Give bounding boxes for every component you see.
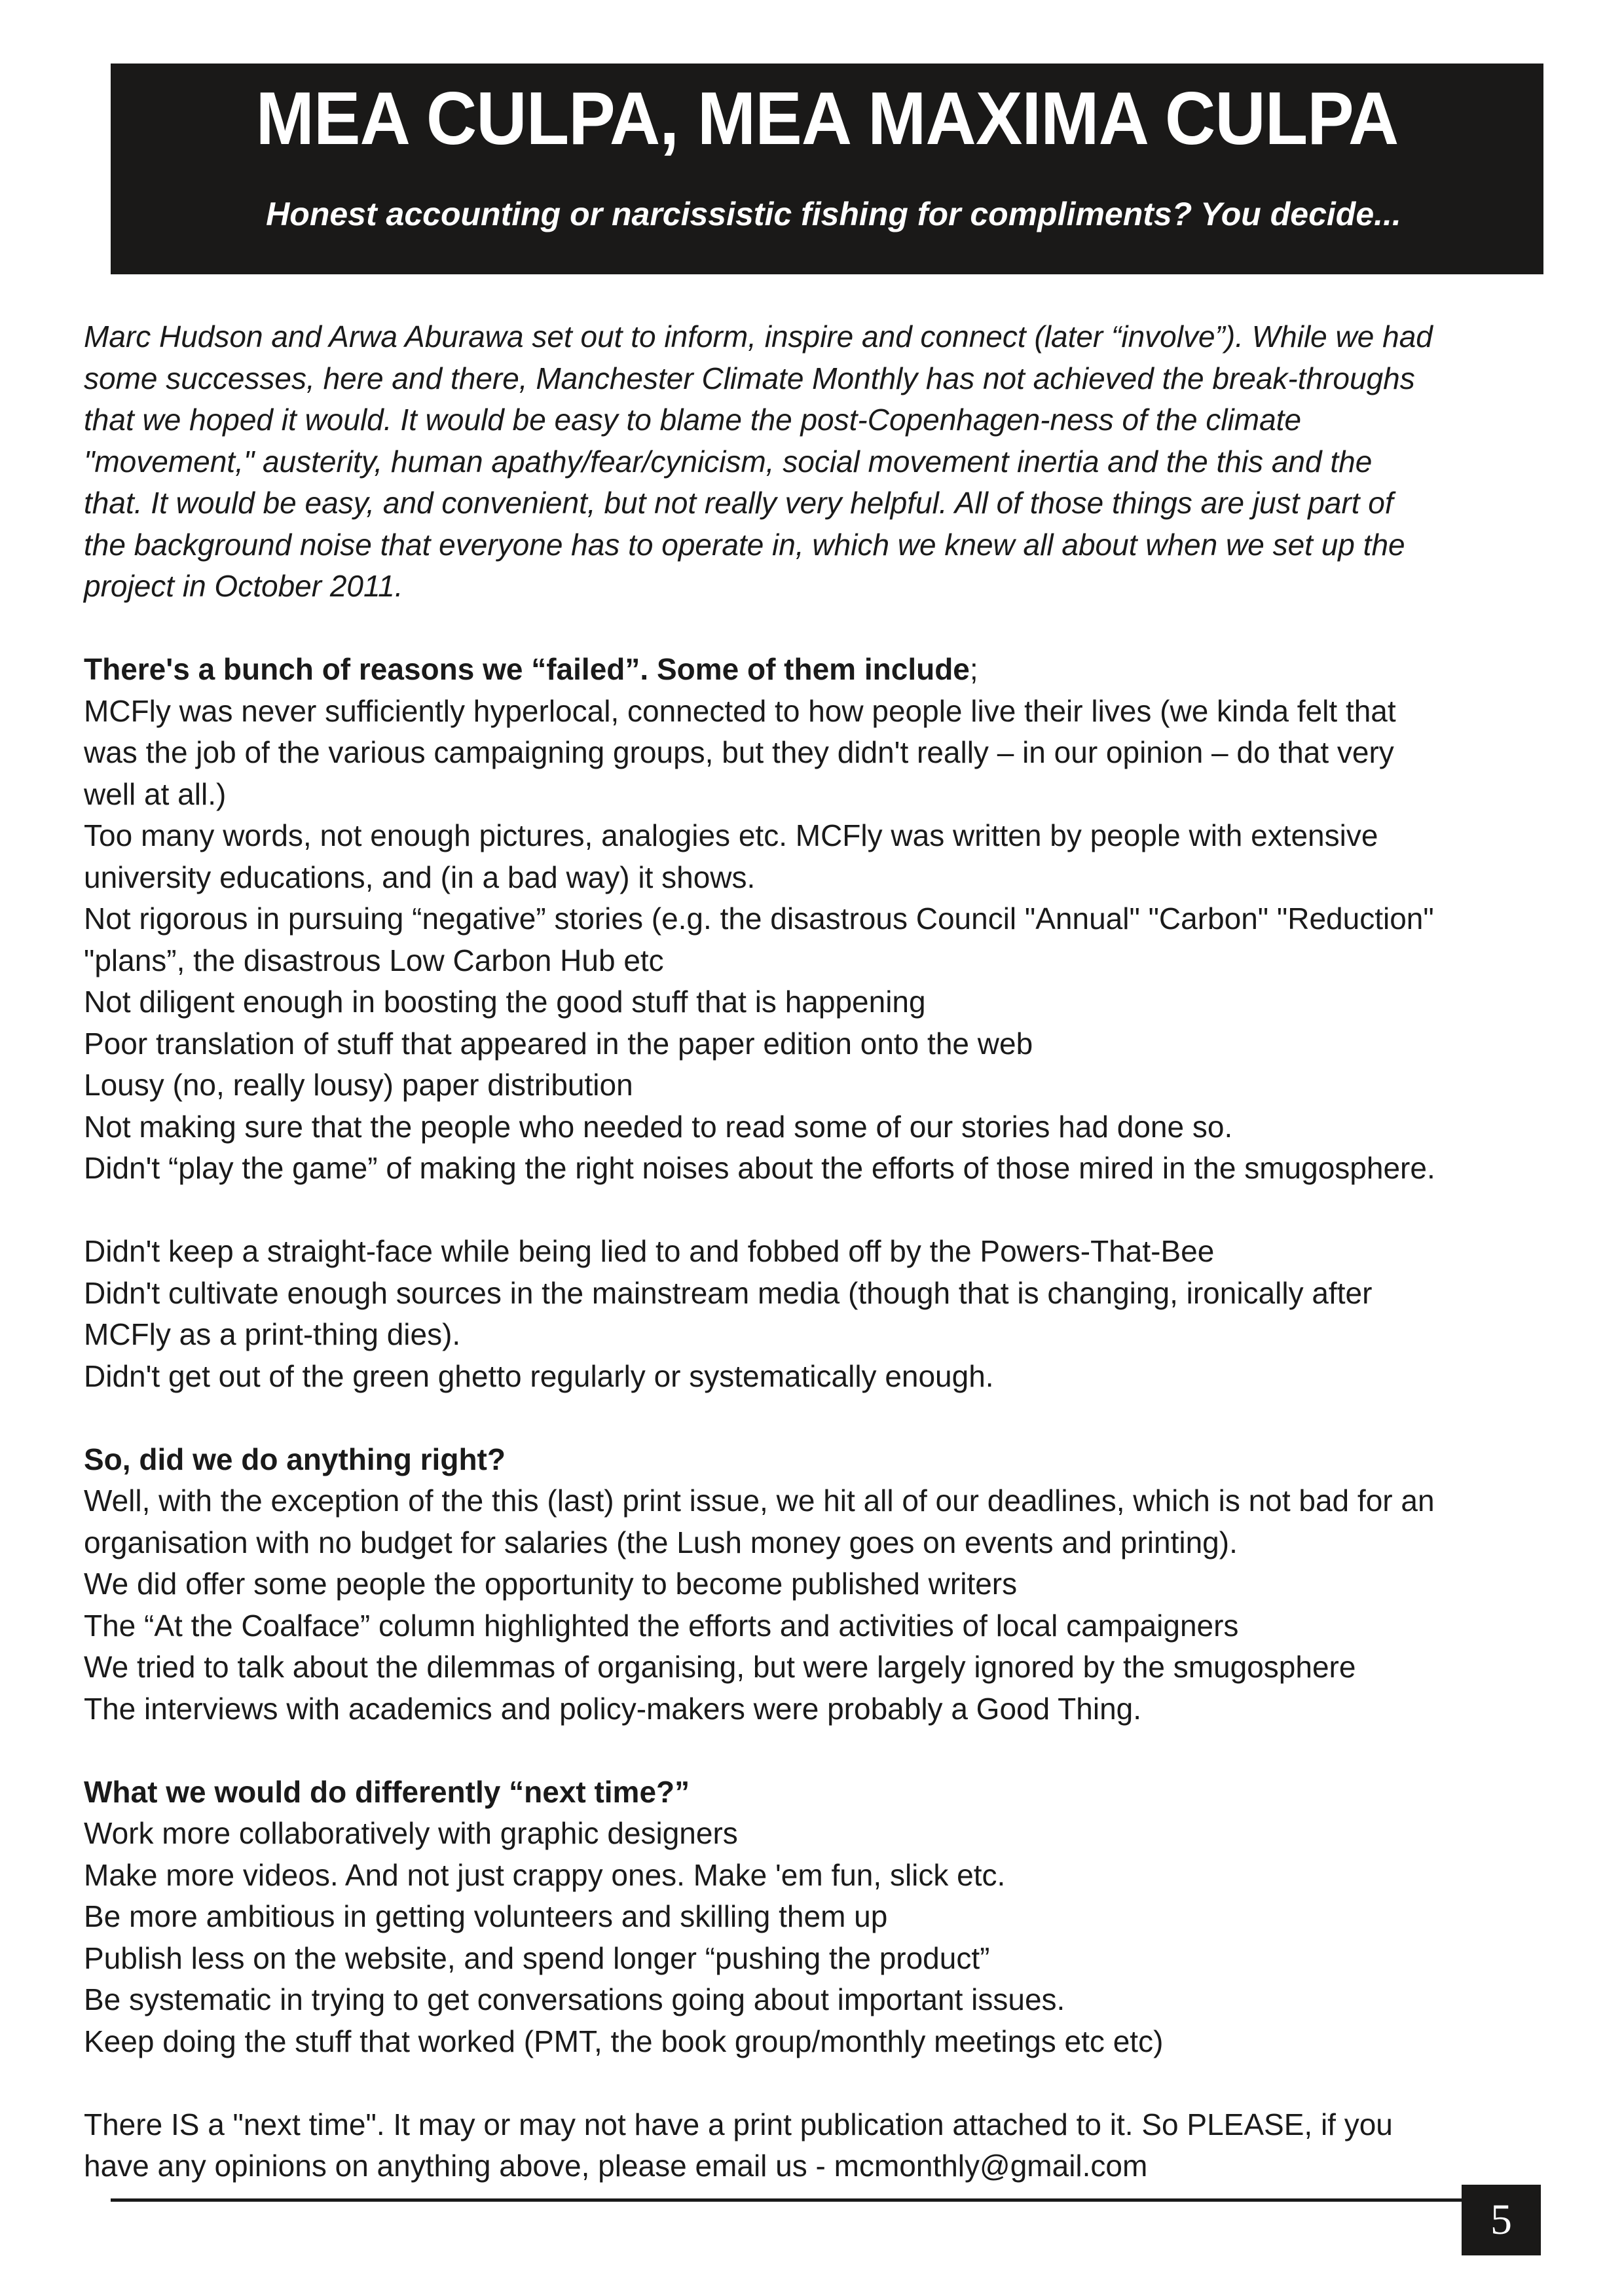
reason-line: Poor translation of stuff that appeared in the paper edition onto the web <box>84 1026 1033 1061</box>
section-heading-right: So, did we do anything right? <box>84 1442 506 1476</box>
reason-line: "plans”, the disastrous Low Carbon Hub etc <box>84 943 664 977</box>
section-heading-next-time: What we would do differently “next time?” <box>84 1774 690 1809</box>
intro-line: that. It would be easy, and convenient, but not really very helpful. All of those things are just part of <box>84 486 1393 520</box>
closing-line: There IS a "next time". It may or may not have a print publication attached to it. So PLEASE, if you <box>84 2107 1393 2141</box>
spacer <box>84 608 1570 649</box>
closing-line: have any opinions on anything above, please email us - mcmonthly@gmail.com <box>84 2149 1148 2183</box>
next-time-line: Work more collaboratively with graphic designers <box>84 1816 738 1850</box>
closing-paragraph <box>84 2104 1570 2187</box>
spacer <box>84 1397 1570 1439</box>
spacer <box>84 1730 1570 1772</box>
right-line: We tried to talk about the dilemmas of organising, but were largely ignored by the smugosphere <box>84 1650 1356 1684</box>
intro-line: "movement," austerity, human apathy/fear/cynicism, social movement inertia and the this and the <box>84 444 1373 479</box>
reason-line: well at all.) <box>84 776 227 811</box>
footer-divider <box>111 2198 1463 2202</box>
reason-line: Not making sure that the people who needed to read some of our stories had done so. <box>84 1109 1233 1144</box>
heading-text: There's a bunch of reasons we “failed”. Some of them include <box>84 652 970 686</box>
next-time-section <box>84 1772 1570 2063</box>
intro-line: that we hoped it would. It would be easy to blame the post-Copenhagen-ness of the climate <box>84 403 1302 437</box>
reason-line: Lousy (no, really lousy) paper distribution <box>84 1068 633 1102</box>
next-time-line: Keep doing the stuff that worked (PMT, the book group/monthly meetings etc etc) <box>84 2024 1164 2058</box>
article-subtitle: Honest accounting or narcissistic fishing for compliments? You decide... <box>266 196 1401 232</box>
intro-line: some successes, here and there, Manchester Climate Monthly has not achieved the break-throughs <box>84 361 1415 395</box>
spacer <box>84 1190 1570 1231</box>
right-line: organisation with no budget for salaries (the Lush money goes on events and printing). <box>84 1525 1238 1559</box>
right-line: The interviews with academics and policy-makers were probably a Good Thing. <box>84 1691 1142 1726</box>
reason-line: Didn't cultivate enough sources in the mainstream media (though that is changing, ironically after <box>84 1275 1373 1310</box>
reasons-section <box>84 649 1570 1397</box>
reason-line: was the job of the various campaigning groups, but they didn't really – in our opinion – do that very <box>84 735 1394 769</box>
reason-line: MCFly was never sufficiently hyperlocal, connected to how people live their lives (we kinda felt that <box>84 693 1396 728</box>
intro-line: project in October 2011. <box>84 569 403 603</box>
reason-line: MCFly as a print-thing dies). <box>84 1317 461 1351</box>
right-line: Well, with the exception of the this (last) print issue, we hit all of our deadlines, which is not bad for an <box>84 1484 1435 1518</box>
reason-line: Too many words, not enough pictures, analogies etc. MCFly was written by people with extensive <box>84 818 1378 852</box>
next-time-line: Publish less on the website, and spend longer “pushing the product” <box>84 1941 990 1975</box>
article-title: MEA CULPA, MEA MAXIMA CULPA <box>255 77 1399 160</box>
article-header-banner <box>111 64 1543 274</box>
reason-line: Didn't keep a straight-face while being lied to and fobbed off by the Powers-That-Bee <box>84 1234 1215 1268</box>
next-time-line: Be more ambitious in getting volunteers and skilling them up <box>84 1899 888 1933</box>
intro-line: the background noise that everyone has to operate in, which we knew all about when we set up the <box>84 527 1405 562</box>
next-time-line: Be systematic in trying to get conversations going about important issues. <box>84 1982 1065 2016</box>
reason-line: Not diligent enough in boosting the good stuff that is happening <box>84 985 926 1019</box>
heading-suffix: ; <box>969 652 978 686</box>
right-line: The “At the Coalface” column highlighted the efforts and activities of local campaigners <box>84 1608 1239 1643</box>
reason-line: university educations, and (in a bad way) it shows. <box>84 860 756 894</box>
spacer <box>84 2062 1570 2104</box>
reason-line: Didn't “play the game” of making the right noises about the efforts of those mired in the smugosphere. <box>84 1151 1435 1185</box>
right-line: We did offer some people the opportunity to become published writers <box>84 1567 1018 1601</box>
section-heading-reasons <box>84 649 1570 691</box>
page-number: 5 <box>1462 2185 1541 2255</box>
intro-line: Marc Hudson and Arwa Aburawa set out to inform, inspire and connect (later “involve”). While we had <box>84 319 1433 354</box>
reason-line: Didn't get out of the green ghetto regularly or systematically enough. <box>84 1358 994 1393</box>
intro-paragraph <box>84 316 1570 608</box>
article-body <box>84 316 1570 2187</box>
next-time-line: Make more videos. And not just crappy ones. Make 'em fun, slick etc. <box>84 1857 1006 1892</box>
reason-line: Not rigorous in pursuing “negative” stories (e.g. the disastrous Council "Annual" "Carbon" "Reduction" <box>84 902 1434 936</box>
right-section <box>84 1439 1570 1730</box>
